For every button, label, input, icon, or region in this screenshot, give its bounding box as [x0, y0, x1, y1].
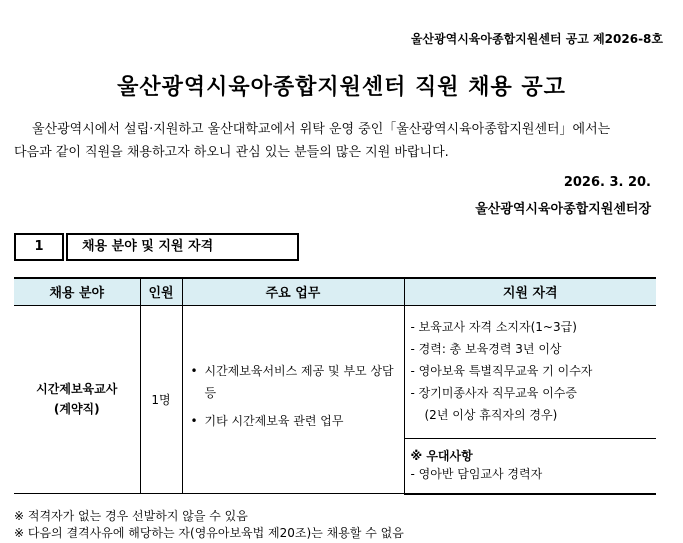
page-title: 울산광역시육아종합지원센터 직원 채용 공고	[117, 75, 566, 100]
qualification-item: - 보육교사 자격 소지자(1~3급)	[410, 319, 577, 334]
intro-line-2: 다음과 같이 직원을 채용하고자 하오니 관심 있는 분들의 많은 지원 바랍니다.	[14, 145, 449, 160]
preference-cell	[404, 438, 656, 494]
header-qualifications: 지원 자격	[404, 278, 656, 305]
field-type: (계약직)	[53, 402, 100, 417]
header-duties: 주요 업무	[182, 278, 404, 305]
table-header-row	[14, 278, 656, 305]
count-cell: 1명	[140, 305, 182, 494]
section-number: 1	[14, 233, 64, 261]
notice-number: 울산광역시육아종합지원센터 공고 제2026-8호	[410, 32, 663, 46]
header-count: 인원	[140, 278, 182, 305]
qualifications-cell	[404, 305, 656, 438]
issuer-name: 울산광역시육아종합지원센터장	[475, 202, 651, 217]
table-row	[14, 305, 656, 438]
qualification-note: (2년 이상 휴직자의 경우)	[424, 407, 558, 422]
duties-cell	[182, 305, 404, 494]
field-name: 시간제보육교사	[36, 382, 118, 397]
field-cell	[14, 305, 140, 494]
section-title: 채용 분야 및 지원 자격	[66, 233, 299, 261]
preference-item: - 영아반 담임교사 경력자	[410, 466, 543, 481]
duty-item: • 기타 시간제보육 관련 업무	[205, 410, 396, 432]
footnote: ※ 적격자가 없는 경우 선발하지 않을 수 있음	[14, 509, 248, 523]
qualification-item: - 장기미종사자 직무교육 이수증	[410, 385, 577, 400]
intro-line-1: 울산광역시에서 설립·지원하고 울산대학교에서 위탁 운영 중인「울산광역시육아종합지원센터」에서는	[32, 122, 611, 137]
duty-item: • 시간제보육서비스 제공 및 부모 상담 등	[205, 360, 396, 404]
header-field: 채용 분야	[14, 278, 140, 305]
qualification-item: - 경력: 총 보육경력 3년 이상	[410, 341, 562, 356]
duties-list	[189, 360, 396, 432]
footnote: ※ 다음의 결격사유에 해당하는 자(영유아보육법 제20조)는 채용할 수 없음	[14, 526, 404, 540]
qualification-item: - 영아보육 특별직무교육 기 이수자	[410, 363, 593, 378]
recruitment-table	[14, 277, 656, 495]
notice-date: 2026. 3. 20.	[563, 175, 651, 190]
preference-title: ※ 우대사항	[410, 448, 473, 463]
intro-paragraph	[14, 118, 669, 164]
